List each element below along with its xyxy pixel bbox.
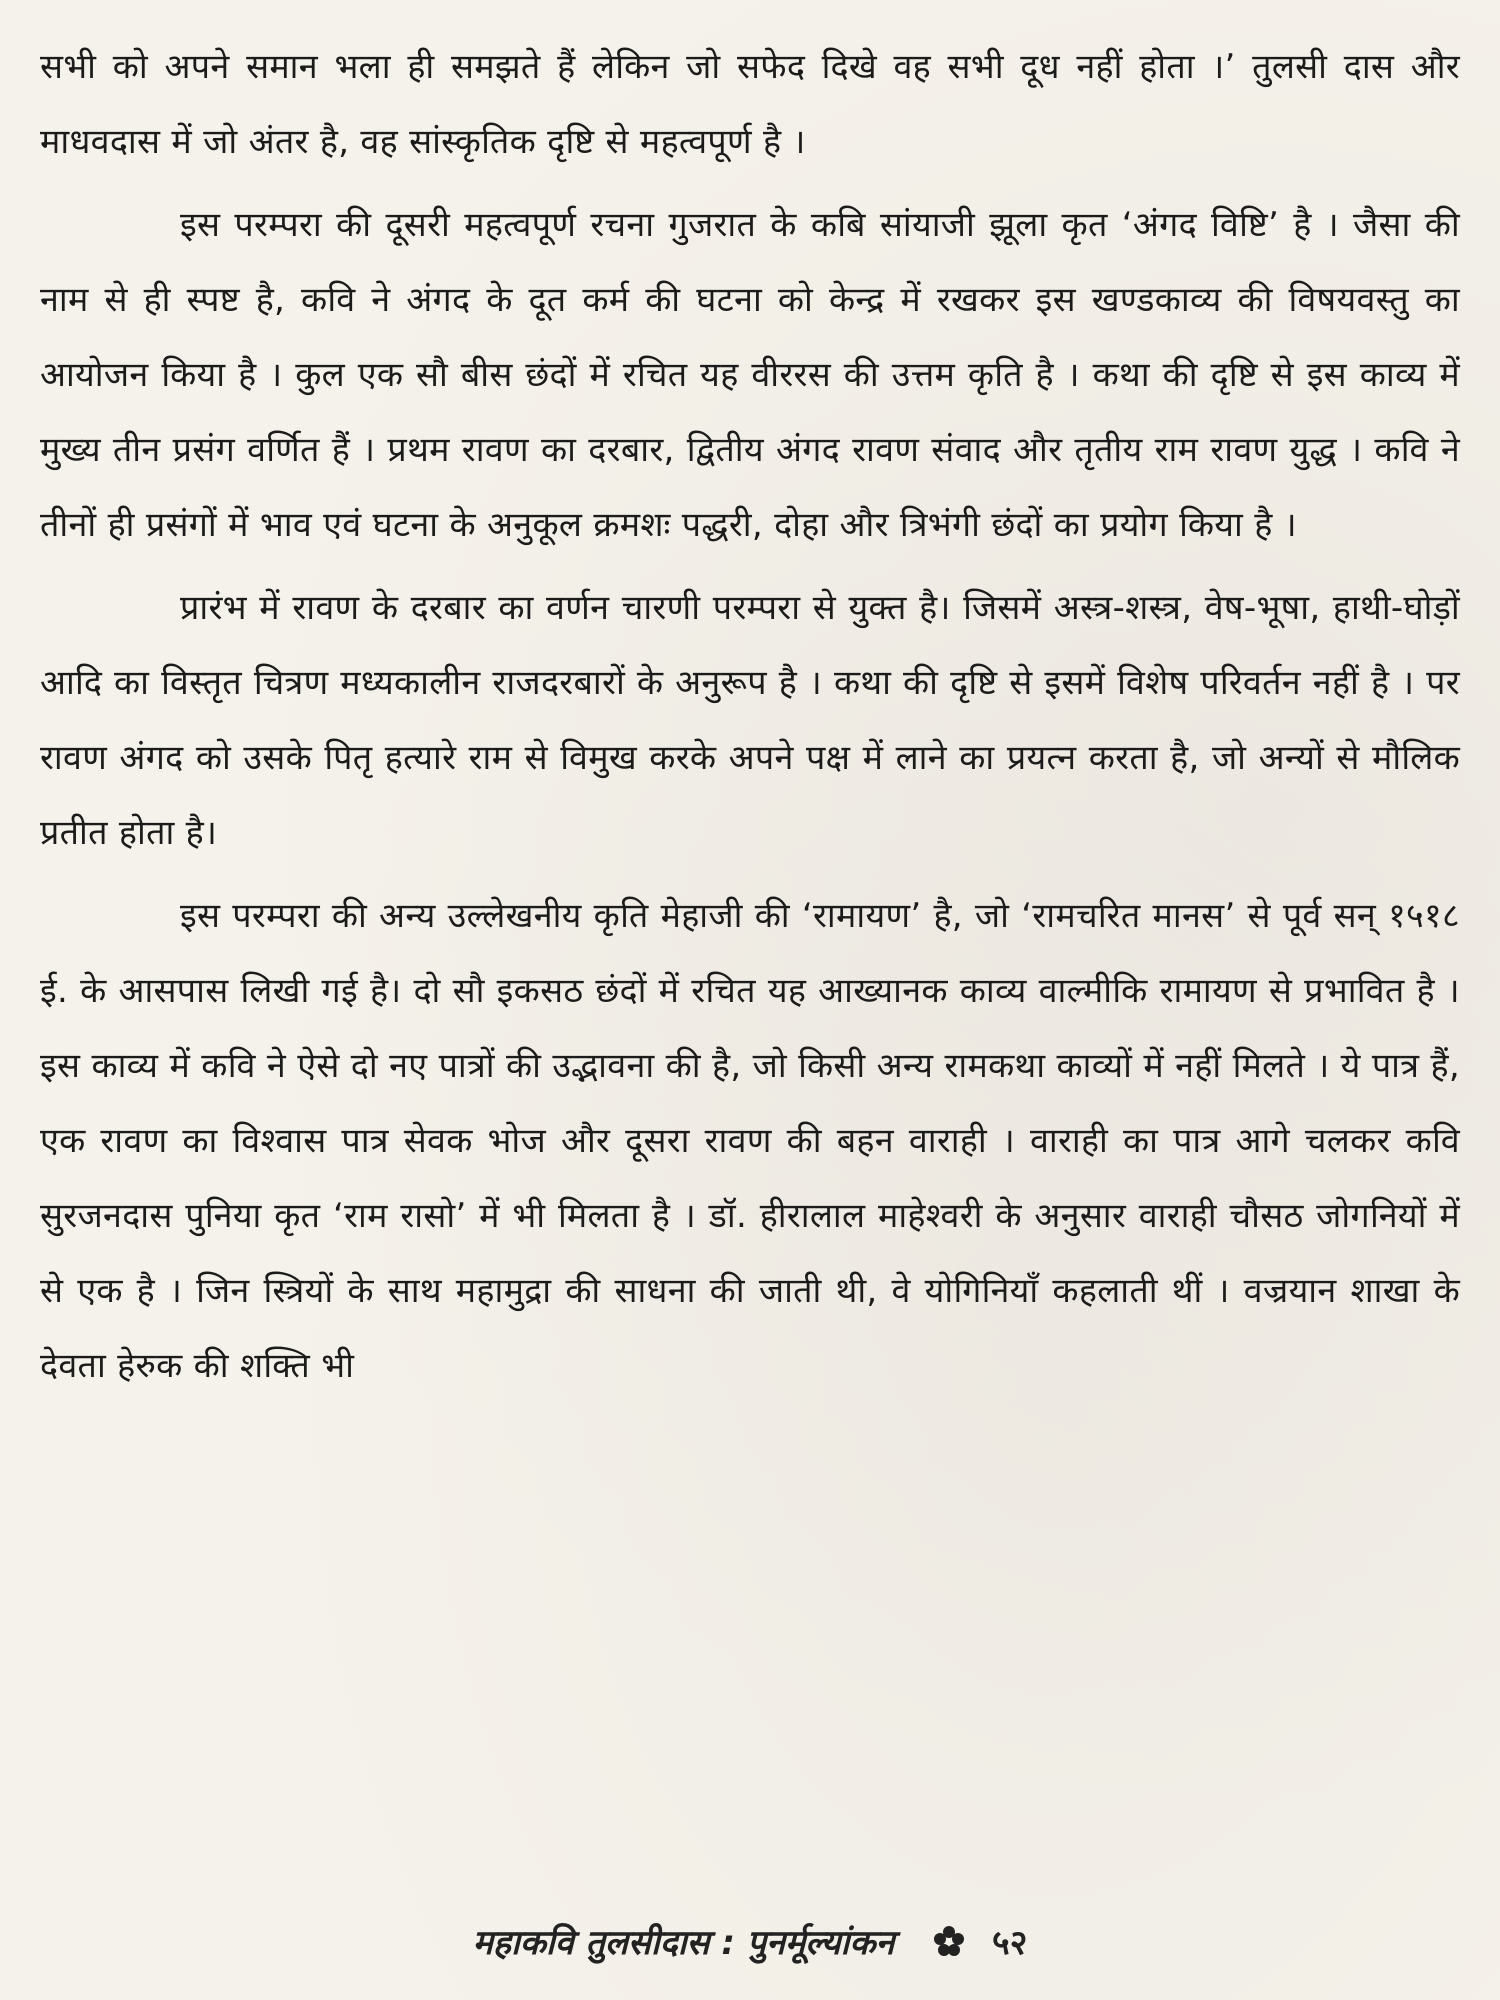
running-title: महाकवि तुलसीदास : पुनर्मूल्यांकन <box>472 1923 895 1963</box>
paragraph-3: प्रारंभ में रावण के दरबार का वर्णन चारणी परम्परा से युक्त है। जिसमें अस्त्र-शस्त्र, वेष-भूषा, हाथी-घोड़ों आदि का विस्तृत चित्रण मध्यकालीन राजदरबारों के अनुरूप है । कथा की दृष्टि से इसमें विशेष परिवर्तन नहीं है । पर रावण अंगद को उसके पितृ हत्यारे राम से विमुख करके अपने पक्ष में लाने का प्रयत्न करता है, जो अन्यों से मौलिक प्रतीत होता है। <box>40 588 1460 853</box>
flower-icon <box>932 1924 966 1958</box>
page-number: ५२ <box>992 1923 1028 1963</box>
page-footer <box>0 1918 1500 1964</box>
body-text <box>40 30 1460 1412</box>
paragraph-4: इस परम्परा की अन्य उल्लेखनीय कृति मेहाजी की ‘रामायण’ है, जो ‘रामचरित मानस’ से पूर्व सन् १५१८ ई. के आसपास लिखी गई है। दो सौ इकसठ छंदों में रचित यह आख्यानक काव्य वाल्मीकि रामायण से प्रभावित है । इस काव्य में कवि ने ऐसे दो नए पात्रों की उद्भावना की है, जो किसी अन्य रामकथा काव्यों में नहीं मिलते । ये पात्र हैं, एक रावण का विश्वास पात्र सेवक भोज और दूसरा रावण की बहन वाराही । वाराही का पात्र आगे चलकर कवि सुरजनदास पुनिया कृत ‘राम रासो’ में भी मिलता है । डॉ. हीरालाल माहेश्वरी के अनुसार वाराही चौसठ जोगनियों में से एक है । जिन स्त्रियों के साथ महामुद्रा की साधना की जाती थी, वे योगिनियाँ कहलाती थीं । वज्रयान शाखा के देवता हेरुक की शक्ति भी <box>40 896 1460 1386</box>
paragraph-1: सभी को अपने समान भला ही समझते हैं लेकिन जो सफेद दिखे वह सभी दूध नहीं होता ।’ तुलसी दास और माधवदास में जो अंतर है, वह सांस्कृतिक दृष्टि से महत्वपूर्ण है । <box>40 47 1460 162</box>
paragraph-2: इस परम्परा की दूसरी महत्वपूर्ण रचना गुजरात के कबि सांयाजी झूला कृत ‘अंगद विष्टि’ है । जैसा की नाम से ही स्पष्ट है, कवि ने अंगद के दूत कर्म की घटना को केन्द्र में रखकर इस खण्डकाव्य की विषयवस्तु का आयोजन किया है । कुल एक सौ बीस छंदों में रचित यह वीररस की उत्तम कृति है । कथा की दृष्टि से इस काव्य में मुख्य तीन प्रसंग वर्णित हैं । प्रथम रावण का दरबार, द्वितीय अंगद रावण संवाद और तृतीय राम रावण युद्ध । कवि ने तीनों ही प्रसंगों में भाव एवं घटना के अनुकूल क्रमशः पद्धरी, दोहा और त्रिभंगी छंदों का प्रयोग किया है । <box>40 205 1460 545</box>
